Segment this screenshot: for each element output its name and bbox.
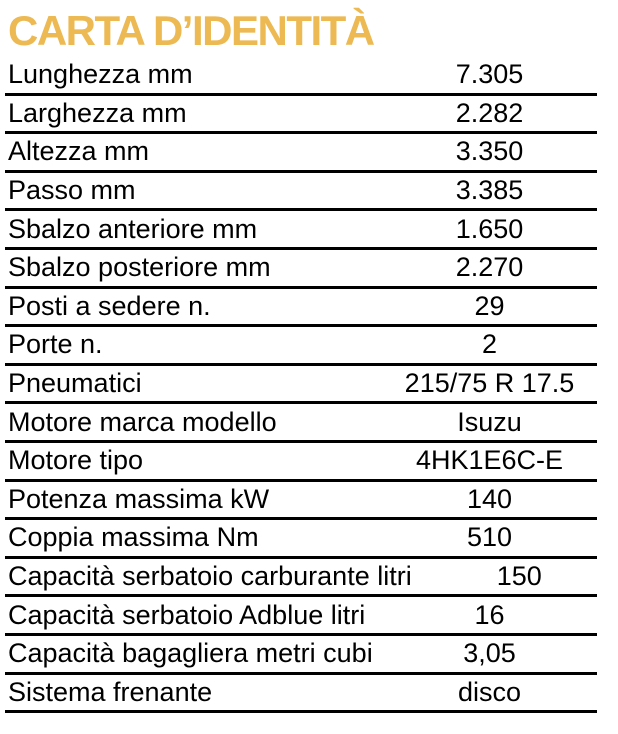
table-row xyxy=(5,250,597,289)
spec-label: Potenza massima kW xyxy=(8,483,270,514)
table-row xyxy=(5,366,597,405)
table-row xyxy=(5,520,597,559)
spec-table xyxy=(5,57,597,713)
table-row xyxy=(5,482,597,521)
spec-label: Pneumatici xyxy=(8,368,142,399)
spec-value: 140 xyxy=(466,483,513,514)
spec-value: 2 xyxy=(481,329,498,360)
spec-label: Motore marca modello xyxy=(8,406,277,437)
spec-value: 29 xyxy=(474,290,505,321)
spec-label: Sistema frenante xyxy=(8,676,213,707)
table-row xyxy=(5,173,597,212)
spec-label: Coppia massima Nm xyxy=(8,522,259,553)
spec-label: Passo mm xyxy=(8,175,136,206)
table-row xyxy=(5,289,597,328)
spec-label: Motore tipo xyxy=(8,445,144,476)
table-row xyxy=(5,327,597,366)
spec-value: 2.270 xyxy=(455,252,524,283)
spec-label: Larghezza mm xyxy=(8,97,187,128)
spec-label: Sbalzo anteriore mm xyxy=(8,213,258,244)
table-row xyxy=(5,559,597,598)
spec-value: 215/75 R 17.5 xyxy=(404,368,575,399)
spec-label: Porte n. xyxy=(8,329,103,360)
spec-value: 16 xyxy=(474,599,505,630)
table-row xyxy=(5,96,597,135)
spec-value: 3,05 xyxy=(463,638,516,669)
spec-value: 3.385 xyxy=(455,175,524,206)
spec-value: Isuzu xyxy=(457,406,522,437)
table-row xyxy=(5,57,597,96)
spec-value: 3.350 xyxy=(455,136,524,167)
spec-value: 7.305 xyxy=(455,59,524,90)
table-row xyxy=(5,211,597,250)
table-row xyxy=(5,443,597,482)
spec-label: Altezza mm xyxy=(8,136,150,167)
table-row xyxy=(5,134,597,173)
spec-label: Capacità serbatoio carburante litri xyxy=(8,561,412,592)
table-row xyxy=(5,636,597,675)
spec-value: 4HK1E6C-E xyxy=(415,445,564,476)
table-row xyxy=(5,404,597,443)
spec-value: 2.282 xyxy=(455,97,524,128)
page-title: CARTA D’IDENTITÀ xyxy=(8,7,374,54)
spec-value: 1.650 xyxy=(455,213,524,244)
spec-value: 150 xyxy=(496,561,542,592)
table-row xyxy=(5,675,597,714)
spec-label: Capacità serbatoio Adblue litri xyxy=(8,599,366,630)
spec-value: 510 xyxy=(466,522,513,553)
spec-value: disco xyxy=(457,676,522,707)
spec-label: Lunghezza mm xyxy=(8,59,193,90)
spec-label: Sbalzo posteriore mm xyxy=(8,252,271,283)
spec-label: Capacità bagagliera metri cubi xyxy=(8,638,373,669)
table-row xyxy=(5,597,597,636)
spec-label: Posti a sedere n. xyxy=(8,290,211,321)
